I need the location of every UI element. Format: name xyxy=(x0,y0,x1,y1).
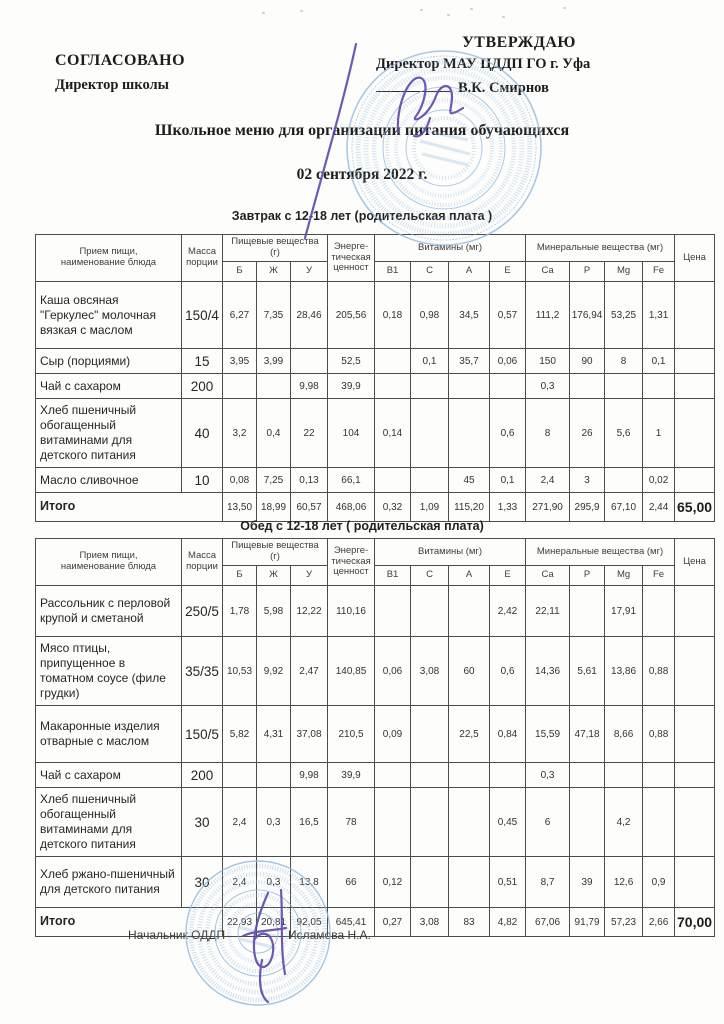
lunch-table xyxy=(35,538,715,937)
col-group-minerals: Минеральные вещества (мг) xyxy=(526,539,675,566)
col-header-ca: Ca xyxy=(526,566,570,586)
value-cell: 0,9 xyxy=(643,857,675,908)
value-cell: 17,91 xyxy=(605,586,643,637)
agreed-block xyxy=(55,52,185,94)
approved-block xyxy=(376,34,662,97)
col-header-a: A xyxy=(449,566,490,586)
value-cell: 13,86 xyxy=(605,637,643,706)
lunch-table-header xyxy=(36,539,715,586)
price-cell xyxy=(675,374,715,399)
value-cell: 3,2 xyxy=(223,399,257,468)
col-header-fat: Ж xyxy=(257,566,291,586)
value-cell xyxy=(257,763,291,788)
value-cell: 5,98 xyxy=(257,586,291,637)
value-cell xyxy=(570,374,605,399)
portion-mass-cell: 30 xyxy=(182,788,223,857)
value-cell: 0,6 xyxy=(490,399,526,468)
value-cell: 4,31 xyxy=(257,706,291,763)
value-cell: 8,7 xyxy=(526,857,570,908)
approved-subtitle: Директор МАУ ЦДДП ГО г. Уфа xyxy=(376,56,591,72)
value-cell xyxy=(375,586,411,637)
value-cell: 5,82 xyxy=(223,706,257,763)
col-header-e: E xyxy=(490,262,526,282)
value-cell: 3,95 xyxy=(223,349,257,374)
value-cell xyxy=(223,763,257,788)
menu-row xyxy=(36,763,715,788)
price-cell xyxy=(675,788,715,857)
value-cell: 12,22 xyxy=(291,586,328,637)
value-cell: 66 xyxy=(328,857,375,908)
value-cell: 15,59 xyxy=(526,706,570,763)
value-cell: 0,02 xyxy=(643,468,675,493)
value-cell xyxy=(570,763,605,788)
signature-line xyxy=(376,79,450,92)
value-cell xyxy=(643,374,675,399)
value-cell: 468,06 xyxy=(328,493,375,522)
value-cell: 0,06 xyxy=(490,349,526,374)
price-cell xyxy=(675,763,715,788)
value-cell: 104 xyxy=(328,399,375,468)
col-header-fat: Ж xyxy=(257,262,291,282)
value-cell xyxy=(643,586,675,637)
value-cell: 0,3 xyxy=(257,857,291,908)
value-cell: 39 xyxy=(570,857,605,908)
value-cell: 0,08 xyxy=(223,468,257,493)
value-cell: 0,1 xyxy=(643,349,675,374)
value-cell: 7,35 xyxy=(257,282,291,349)
value-cell xyxy=(449,857,490,908)
footer-name: Исламова Н.А. xyxy=(288,928,371,942)
dish-name-cell: Мясо птицы, припущенное в томатном соусе (филе грудки) xyxy=(36,637,182,706)
breakfast-table xyxy=(35,234,715,522)
approved-signer-name: В.К. Смирнов xyxy=(458,80,549,96)
col-header-b1: B1 xyxy=(375,566,411,586)
value-cell xyxy=(375,349,411,374)
value-cell: 0,27 xyxy=(375,908,411,937)
value-cell: 4,82 xyxy=(490,908,526,937)
value-cell: 0,45 xyxy=(490,788,526,857)
value-cell: 0,4 xyxy=(257,399,291,468)
dish-name-cell: Рассольник с перловой крупой и сметаной xyxy=(36,586,182,637)
approved-signer-line xyxy=(376,79,662,97)
value-cell xyxy=(291,349,328,374)
col-header-fe: Fe xyxy=(643,566,675,586)
value-cell xyxy=(449,788,490,857)
value-cell: 22,11 xyxy=(526,586,570,637)
value-cell xyxy=(605,468,643,493)
price-cell: 70,00 xyxy=(675,908,715,937)
col-header-energy: Энерге- тическая ценност xyxy=(328,539,375,586)
col-header-dish: Прием пищи, наименование блюда xyxy=(36,235,182,282)
value-cell xyxy=(449,586,490,637)
value-cell: 0,3 xyxy=(257,788,291,857)
col-header-protein: Б xyxy=(223,566,257,586)
value-cell: 45 xyxy=(449,468,490,493)
col-header-b1: B1 xyxy=(375,262,411,282)
dish-name-cell: Хлеб ржано-пшеничный для детского питания xyxy=(36,857,182,908)
value-cell: 205,56 xyxy=(328,282,375,349)
portion-mass-cell: 15 xyxy=(182,349,223,374)
menu-row xyxy=(36,788,715,857)
col-header-protein: Б xyxy=(223,262,257,282)
value-cell xyxy=(490,374,526,399)
col-header-mass: Масса порции xyxy=(182,539,223,586)
portion-mass-cell: 40 xyxy=(182,399,223,468)
value-cell: 57,23 xyxy=(605,908,643,937)
page-title: Школьное меню для организации питания обучающихся xyxy=(154,122,570,139)
portion-mass-cell: 35/35 xyxy=(182,637,223,706)
value-cell: 0,13 xyxy=(291,468,328,493)
value-cell: 5,61 xyxy=(570,637,605,706)
value-cell: 176,94 xyxy=(570,282,605,349)
agreed-subtitle: Директор школы xyxy=(55,77,169,93)
value-cell: 20,81 xyxy=(257,908,291,937)
value-cell xyxy=(257,374,291,399)
lunch-section-title: Обед с 12-18 лет ( родительская плата) xyxy=(240,519,484,533)
col-group-vitamins: Витамины (мг) xyxy=(375,235,526,262)
value-cell: 115,20 xyxy=(449,493,490,522)
value-cell: 22,5 xyxy=(449,706,490,763)
value-cell: 78 xyxy=(328,788,375,857)
menu-row xyxy=(36,374,715,399)
value-cell: 0,6 xyxy=(490,637,526,706)
value-cell: 0,3 xyxy=(526,763,570,788)
value-cell xyxy=(375,468,411,493)
value-cell: 12,6 xyxy=(605,857,643,908)
col-header-p: P xyxy=(570,566,605,586)
value-cell: 10,53 xyxy=(223,637,257,706)
breakfast-table-body xyxy=(36,282,715,522)
portion-mass-cell: 150/4 xyxy=(182,282,223,349)
dish-name-cell: Макаронные изделия отварные с маслом xyxy=(36,706,182,763)
dish-name-cell: Чай с сахаром xyxy=(36,763,182,788)
value-cell xyxy=(490,763,526,788)
col-header-c: C xyxy=(411,262,449,282)
dish-name-cell: Итого xyxy=(36,493,223,522)
col-header-carbs: У xyxy=(291,566,328,586)
col-header-mass: Масса порции xyxy=(182,235,223,282)
value-cell: 2,4 xyxy=(223,857,257,908)
value-cell: 8 xyxy=(526,399,570,468)
value-cell: 14,36 xyxy=(526,637,570,706)
menu-row xyxy=(36,637,715,706)
value-cell: 140,85 xyxy=(328,637,375,706)
value-cell: 1,78 xyxy=(223,586,257,637)
value-cell: 53,25 xyxy=(605,282,643,349)
col-header-dish: Прием пищи, наименование блюда xyxy=(36,539,182,586)
value-cell: 90 xyxy=(570,349,605,374)
value-cell xyxy=(411,857,449,908)
menu-row xyxy=(36,857,715,908)
value-cell: 22,93 xyxy=(223,908,257,937)
value-cell: 22 xyxy=(291,399,328,468)
value-cell xyxy=(411,399,449,468)
value-cell: 91,79 xyxy=(570,908,605,937)
col-group-nutrients: Пищевые вещества (г) xyxy=(223,539,328,566)
value-cell: 1,33 xyxy=(490,493,526,522)
col-header-mg: Mg xyxy=(605,566,643,586)
value-cell: 0,32 xyxy=(375,493,411,522)
value-cell xyxy=(605,763,643,788)
col-header-price: Цена xyxy=(675,539,715,586)
value-cell: 26 xyxy=(570,399,605,468)
portion-mass-cell: 200 xyxy=(182,374,223,399)
value-cell xyxy=(449,763,490,788)
dish-name-cell: Сыр (порциями) xyxy=(36,349,182,374)
portion-mass-cell: 200 xyxy=(182,763,223,788)
col-header-p: P xyxy=(570,262,605,282)
value-cell: 7,25 xyxy=(257,468,291,493)
value-cell: 271,90 xyxy=(526,493,570,522)
value-cell: 645,41 xyxy=(328,908,375,937)
value-cell: 18,99 xyxy=(257,493,291,522)
portion-mass-cell: 10 xyxy=(182,468,223,493)
value-cell: 39,9 xyxy=(328,763,375,788)
value-cell: 110,16 xyxy=(328,586,375,637)
value-cell: 2,42 xyxy=(490,586,526,637)
value-cell: 60 xyxy=(449,637,490,706)
value-cell xyxy=(643,788,675,857)
value-cell: 2,44 xyxy=(643,493,675,522)
value-cell: 0,57 xyxy=(490,282,526,349)
value-cell: 60,57 xyxy=(291,493,328,522)
breakfast-section-title: Завтрак с 12-18 лет (родительская плата ) xyxy=(231,209,493,223)
col-group-nutrients: Пищевые вещества (г) xyxy=(223,235,328,262)
value-cell: 0,14 xyxy=(375,399,411,468)
value-cell: 0,51 xyxy=(490,857,526,908)
value-cell: 67,06 xyxy=(526,908,570,937)
value-cell: 3,08 xyxy=(411,908,449,937)
value-cell: 0,1 xyxy=(490,468,526,493)
value-cell: 66,1 xyxy=(328,468,375,493)
value-cell: 0,98 xyxy=(411,282,449,349)
value-cell xyxy=(375,788,411,857)
value-cell: 6 xyxy=(526,788,570,857)
value-cell: 1,31 xyxy=(643,282,675,349)
value-cell: 13,50 xyxy=(223,493,257,522)
menu-row xyxy=(36,349,715,374)
value-cell xyxy=(449,374,490,399)
value-cell: 0,06 xyxy=(375,637,411,706)
col-header-carbs: У xyxy=(291,262,328,282)
col-header-energy: Энерге- тическая ценност xyxy=(328,235,375,282)
value-cell xyxy=(411,763,449,788)
col-header-price: Цена xyxy=(675,235,715,282)
col-header-fe: Fe xyxy=(643,262,675,282)
approved-title: УТВЕРЖДАЮ xyxy=(462,34,576,51)
value-cell: 0,09 xyxy=(375,706,411,763)
menu-row xyxy=(36,399,715,468)
price-cell xyxy=(675,706,715,763)
menu-row xyxy=(36,706,715,763)
value-cell: 37,08 xyxy=(291,706,328,763)
value-cell xyxy=(411,374,449,399)
col-header-mg: Mg xyxy=(605,262,643,282)
menu-row xyxy=(36,586,715,637)
value-cell xyxy=(449,399,490,468)
value-cell: 5,6 xyxy=(605,399,643,468)
value-cell: 28,46 xyxy=(291,282,328,349)
price-cell xyxy=(675,468,715,493)
value-cell: 8,66 xyxy=(605,706,643,763)
dish-name-cell: Итого xyxy=(36,908,223,937)
dish-name-cell: Чай с сахаром xyxy=(36,374,182,399)
value-cell: 47,18 xyxy=(570,706,605,763)
price-cell: 65,00 xyxy=(675,493,715,522)
value-cell xyxy=(605,374,643,399)
value-cell: 9,98 xyxy=(291,763,328,788)
value-cell xyxy=(223,374,257,399)
value-cell: 295,9 xyxy=(570,493,605,522)
value-cell: 9,92 xyxy=(257,637,291,706)
value-cell: 16,5 xyxy=(291,788,328,857)
value-cell: 0,84 xyxy=(490,706,526,763)
value-cell: 3 xyxy=(570,468,605,493)
col-header-a: A xyxy=(449,262,490,282)
value-cell: 83 xyxy=(449,908,490,937)
document-date: 02 сентября 2022 г. xyxy=(296,166,428,183)
dish-name-cell: Масло сливочное xyxy=(36,468,182,493)
col-header-e: E xyxy=(490,566,526,586)
value-cell: 67,10 xyxy=(605,493,643,522)
value-cell: 0,1 xyxy=(411,349,449,374)
value-cell: 0,88 xyxy=(643,706,675,763)
value-cell: 9,98 xyxy=(291,374,328,399)
value-cell xyxy=(411,468,449,493)
value-cell: 0,18 xyxy=(375,282,411,349)
value-cell: 2,4 xyxy=(223,788,257,857)
price-cell xyxy=(675,349,715,374)
value-cell xyxy=(375,374,411,399)
value-cell: 6,27 xyxy=(223,282,257,349)
value-cell: 210,5 xyxy=(328,706,375,763)
value-cell: 0,88 xyxy=(643,637,675,706)
agreed-title: СОГЛАСОВАНО xyxy=(55,52,186,69)
menu-row xyxy=(36,282,715,349)
price-cell xyxy=(675,399,715,468)
portion-mass-cell: 150/5 xyxy=(182,706,223,763)
breakfast-table-header xyxy=(36,235,715,282)
value-cell: 150 xyxy=(526,349,570,374)
value-cell: 39,9 xyxy=(328,374,375,399)
value-cell xyxy=(411,586,449,637)
value-cell: 92,05 xyxy=(291,908,328,937)
lunch-table-body xyxy=(36,586,715,937)
value-cell xyxy=(570,788,605,857)
value-cell xyxy=(411,788,449,857)
price-cell xyxy=(675,282,715,349)
price-cell xyxy=(675,857,715,908)
value-cell: 2,4 xyxy=(526,468,570,493)
value-cell: 35,7 xyxy=(449,349,490,374)
value-cell: 3,08 xyxy=(411,637,449,706)
value-cell: 2,47 xyxy=(291,637,328,706)
menu-row xyxy=(36,468,715,493)
value-cell xyxy=(570,586,605,637)
value-cell: 111,2 xyxy=(526,282,570,349)
total-row xyxy=(36,493,715,522)
col-header-ca: Ca xyxy=(526,262,570,282)
value-cell: 1,09 xyxy=(411,493,449,522)
value-cell: 4,2 xyxy=(605,788,643,857)
value-cell xyxy=(411,706,449,763)
footer-position: Начальник ОДДП xyxy=(128,928,226,942)
col-group-minerals: Минеральные вещества (мг) xyxy=(526,235,675,262)
col-group-vitamins: Витамины (мг) xyxy=(375,539,526,566)
value-cell: 1 xyxy=(643,399,675,468)
value-cell: 0,3 xyxy=(526,374,570,399)
value-cell: 2,66 xyxy=(643,908,675,937)
value-cell xyxy=(643,763,675,788)
price-cell xyxy=(675,586,715,637)
dish-name-cell: Хлеб пшеничный обогащенный витаминами для детского питания xyxy=(36,399,182,468)
dish-name-cell: Каша овсяная "Геркулес" молочная вязкая с маслом xyxy=(36,282,182,349)
value-cell: 34,5 xyxy=(449,282,490,349)
value-cell: 3,99 xyxy=(257,349,291,374)
dish-name-cell: Хлеб пшеничный обогащенный витаминами для детского питания xyxy=(36,788,182,857)
value-cell: 52,5 xyxy=(328,349,375,374)
portion-mass-cell: 250/5 xyxy=(182,586,223,637)
price-cell xyxy=(675,637,715,706)
value-cell xyxy=(375,763,411,788)
value-cell: 13,8 xyxy=(291,857,328,908)
portion-mass-cell: 30 xyxy=(182,857,223,908)
value-cell: 0,12 xyxy=(375,857,411,908)
col-header-c: C xyxy=(411,566,449,586)
value-cell: 8 xyxy=(605,349,643,374)
